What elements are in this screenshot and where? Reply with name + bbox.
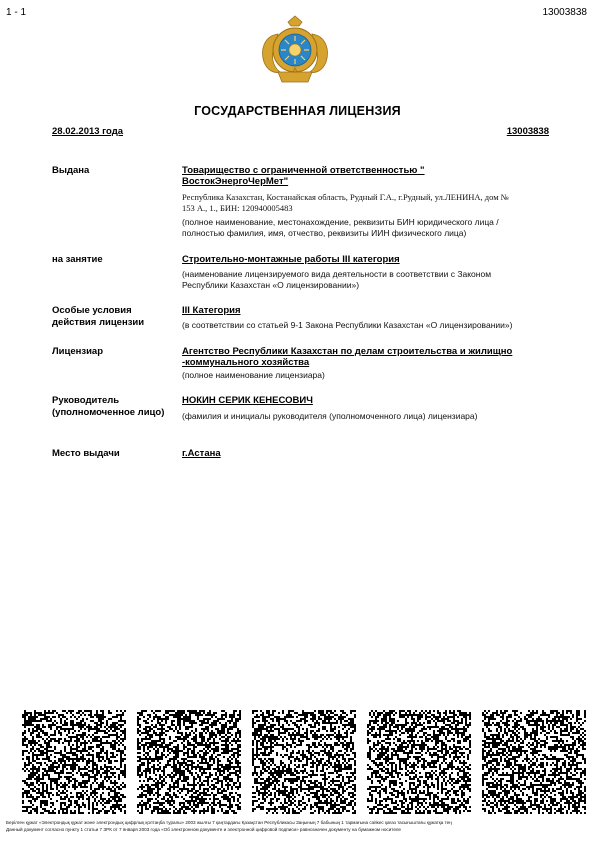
licensor-note: (полное наименование лицензиара) bbox=[182, 370, 325, 380]
place-value: г.Астана bbox=[182, 448, 221, 459]
barcode-1 bbox=[22, 710, 126, 814]
barcode-2 bbox=[137, 710, 241, 814]
place-label: Место выдачи bbox=[52, 448, 120, 459]
conditions-label-line1: Особые условия bbox=[52, 305, 132, 316]
footer-legal-notice bbox=[6, 820, 591, 833]
activity-value: Строительно-монтажные работы III категория bbox=[182, 254, 400, 265]
issued-block bbox=[182, 165, 567, 239]
issued-address-line2: 153 А., 1., БИН: 120940005483 bbox=[182, 203, 293, 213]
issued-label: Выдана bbox=[52, 165, 90, 176]
license-number: 13003838 bbox=[506, 126, 549, 137]
issued-note-line2: полностью фамилия, имя, отчество, реквизиты ИИН физического лица) bbox=[182, 228, 467, 238]
page-counter: 1 - 1 bbox=[6, 7, 27, 18]
issue-date: 28.02.2013 года bbox=[52, 126, 124, 137]
head-label-line1: Руководитель bbox=[52, 395, 120, 406]
head-block bbox=[182, 395, 567, 422]
document-id-top: 13003838 bbox=[542, 7, 587, 18]
barcode-3 bbox=[252, 710, 356, 814]
head-note: (фамилия и инициалы руководителя (уполномоченного лица) лицензиара) bbox=[182, 411, 478, 421]
conditions-label-line2: действия лицензии bbox=[52, 317, 145, 328]
licensor-block bbox=[182, 346, 567, 381]
kazakhstan-state-emblem-icon bbox=[258, 14, 332, 86]
licensor-label: Лицензиар bbox=[52, 346, 104, 357]
footer-line-russian: Данный документ согласно пункту 1 статьи 7 ЗРК от 7 января 2003 года «Об электронном документе и электронной цифровой подписи» равнозначен документу на бумажном носителе bbox=[6, 826, 401, 832]
head-label-line2: (уполномоченное лицо) bbox=[52, 407, 165, 418]
issued-note-line1: (полное наименование, местонахождение, реквизиты БИН юридического лица / bbox=[182, 217, 499, 227]
document-title: ГОСУДАРСТВЕННАЯ ЛИЦЕНЗИЯ bbox=[194, 104, 401, 118]
barcode-strip bbox=[22, 710, 587, 814]
licensor-value-line2: -коммунального хозяйства bbox=[182, 357, 310, 368]
barcode-4 bbox=[367, 710, 471, 814]
head-label bbox=[52, 395, 177, 419]
activity-label: на занятие bbox=[52, 254, 103, 265]
conditions-note: (в соответствии со статьей 9-1 Закона Республики Казахстан «О лицензировании») bbox=[182, 320, 513, 330]
barcode-5 bbox=[482, 710, 586, 814]
issued-value-line2: ВостокЭнергоЧерМет" bbox=[182, 176, 289, 187]
footer-line-kazakh: Берілген құжат «Электрондық құжат және электрондық цифрлық қолтаңба туралы» 2003 жылғы 7 қаңтардағы Қазақстан Республикасы Заңының 7 бабының 1 тармағына сәйкес қағаз тасығыштағы құжатқа тең bbox=[6, 820, 452, 825]
activity-note-line2: Республики Казахстан «О лицензировании») bbox=[182, 280, 360, 290]
activity-block bbox=[182, 254, 567, 291]
activity-note-line1: (наименование лицензируемого вида деятельности в соответствии с Законом bbox=[182, 269, 492, 279]
conditions-block bbox=[182, 305, 567, 331]
issued-value-line1: Товарищество с ограниченной ответственностью " bbox=[182, 165, 425, 176]
conditions-value: III Категория bbox=[182, 305, 241, 316]
head-value: НОКИН СЕРИК КЕНЕСОВИЧ bbox=[182, 395, 313, 406]
conditions-label bbox=[52, 305, 177, 329]
issued-address-line1: Республика Казахстан, Костанайская область, Рудный Г.А., г.Рудный, ул.ЛЕНИНА, дом № bbox=[182, 192, 509, 202]
licensor-value-line1: Агентство Республики Казахстан по делам строительства и жилищно bbox=[182, 346, 513, 357]
place-block bbox=[182, 448, 567, 459]
